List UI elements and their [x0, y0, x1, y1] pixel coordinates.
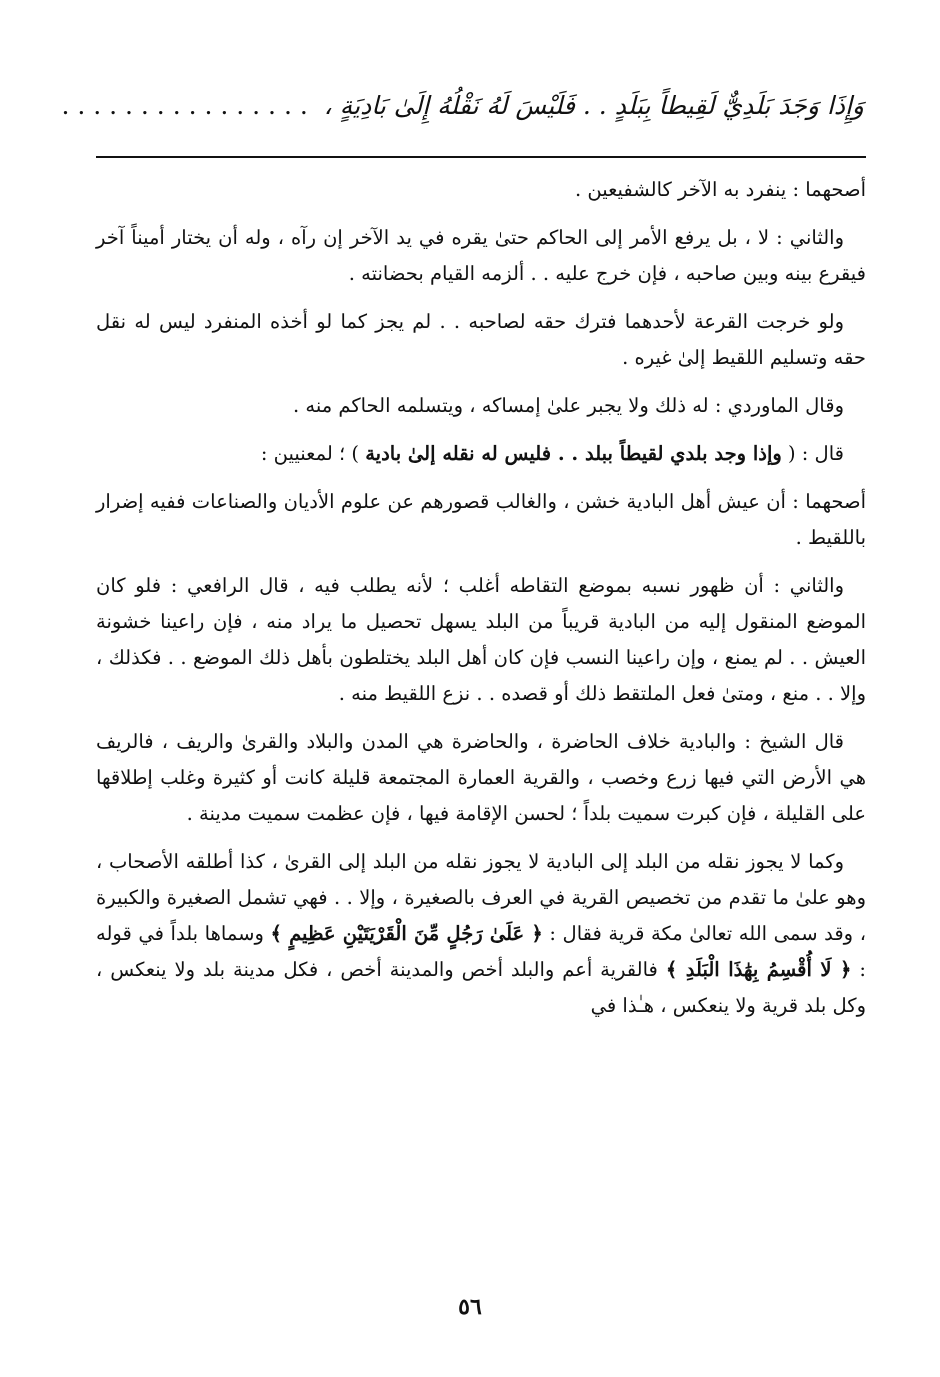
paragraph-text: وكما لا يجوز نقله من البلد إلى البادية لا يجوز نقله من البلد إلى القرىٰ ، كذا أطلقه الأصحاب ، وهو علىٰ ما تقدم من تخصيص القرية في العرف بالصغيرة ، وإلا . . فهي تشمل الصغيرة والكبيرة ، وقد سمى الله تعالىٰ مكة قرية فقال : — [96, 850, 866, 945]
paragraph: وقال الماوردي : له ذلك ولا يجبر علىٰ إمساكه ، ويتسلمه الحاكم منه . — [292, 394, 844, 417]
paragraph: أصحهما : أن عيش أهل البادية خشن ، والغالب قصورهم عن علوم الأديان والصناعات ففيه إضرار باللقيط . — [96, 490, 866, 549]
page-number: ٥٦ — [458, 1294, 482, 1320]
paragraph-text: فالقرية أعم والبلد أخص والمدينة أخص ، فكل مدينة بلد ولا ينعكس ، وكل بلد قرية ولا ينعكس ، هـٰذا في — [96, 958, 866, 1017]
paragraph-with-matn — [96, 436, 866, 472]
header-dots: . . . . . . . . . . . . . . . . — [61, 91, 308, 120]
paragraph-text: وسماها بلداً في قوله : — [96, 922, 866, 981]
paragraph: قال الشيخ : والبادية خلاف الحاضرة ، والحاضرة هي المدن والبلاد والقرىٰ والريف ، فالريف هي الأرض التي فيها زرع وخصب ، والقرية العمارة المجتمعة قليلة كانت أو كثيرة وغلب إطلاقها على القليلة ، فإن كبرت سميت بلداً ؛ لحسن الإقامة فيها ، فإن عظمت سميت مدينة . — [96, 730, 866, 825]
page-body — [96, 172, 866, 1036]
quran-verse: ﴿ عَلَىٰ رَجُلٍ مِّنَ الْقَرْيَتَيْنِ عَظِيمٍ ﴾ — [270, 922, 543, 945]
paragraph: والثاني : لا ، بل يرفع الأمر إلى الحاكم حتىٰ يقره في يد الآخر إن رآه ، وله أن يختار أميناً آخر فيقرع بينه وبين صاحبه ، فإن خرج عليه . . ألزمه القيام بحضانته . — [96, 226, 866, 285]
running-header — [61, 78, 864, 138]
paragraph: والثاني : أن ظهور نسبه بموضع التقاطه أغلب ؛ لأنه يطلب فيه ، قال الرافعي : فلو كان الموضع المنقول إليه من البادية قريباً من البلد يسهل تحصيل ما يراد منه ، فإن راعينا خشونة العيش . . لم يمنع ، وإن راعينا النسب فإن كان أهل البلد يختلطون بأهل ذلك الموضع . . فكذلك ، وإلا . . منع ، ومتىٰ فعل الملتقط ذلك أو قصده . . نزع اللقيط منه . — [96, 574, 866, 705]
paragraph: أصحهما : ينفرد به الآخر كالشفيعين . — [574, 178, 866, 201]
paragraph-text: ) ؛ لمعنيين : — [260, 442, 366, 465]
header-text: وَإِذَا وَجَدَ بَلَدِيٌّ لَقِيطاً بِبَلَدٍ . . فَلَيْسَ لَهُ نَقْلُهُ إِلَىٰ بَادِيَةٍ ، — [323, 91, 864, 120]
matn-quote: وإذا وجد بلدي لقيطاً ببلد . . فليس له نقله إلىٰ بادية — [365, 442, 782, 465]
paragraph-with-quran — [96, 844, 866, 1024]
paragraph: ولو خرجت القرعة لأحدهما فترك حقه لصاحبه . . لم يجز كما لو أخذه المنفرد ليس له نقل حقه وتسليم اللقيط إلىٰ غيره . — [96, 310, 866, 369]
header-divider — [96, 156, 866, 158]
paragraph-text: قال : ( — [781, 442, 844, 465]
quran-verse: ﴿ لَا أُقْسِمُ بِهَٰذَا الْبَلَدِ ﴾ — [665, 958, 852, 981]
